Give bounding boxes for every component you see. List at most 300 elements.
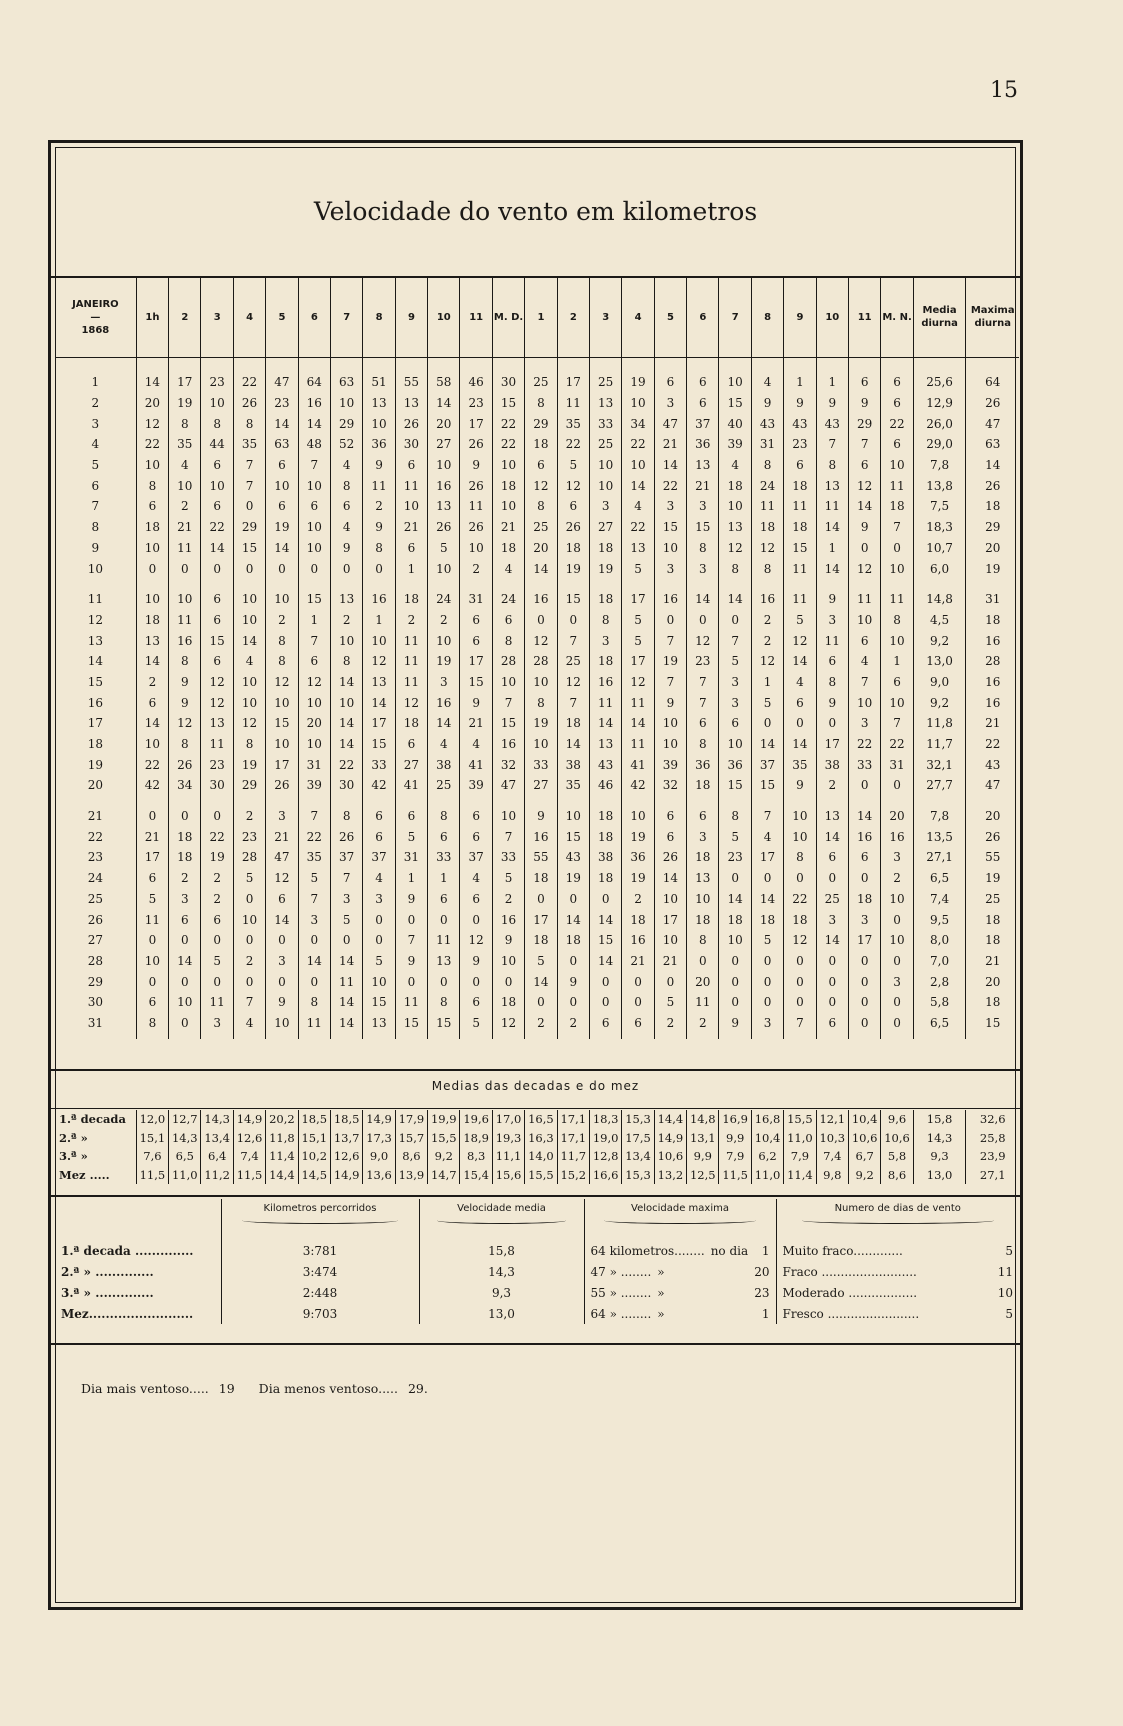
summary-label: 3.ª » ..............: [61, 1285, 154, 1300]
table-cell: 6: [881, 393, 913, 414]
table-cell: 6: [460, 630, 492, 651]
table-cell: 21: [687, 475, 719, 496]
table-cell: 18: [395, 579, 427, 610]
table-cell: 14: [589, 713, 621, 734]
table-cell: 12: [784, 630, 816, 651]
table-cell: 3: [719, 672, 751, 693]
table-cell: 7: [654, 672, 686, 693]
table-cell: 1: [363, 610, 395, 631]
media-value: 13,0: [419, 1303, 584, 1324]
table-cell: 14: [622, 475, 654, 496]
table-cell: 14: [719, 579, 751, 610]
table-cell: 6,5: [913, 868, 966, 889]
year-label: 1868: [81, 324, 110, 336]
table-cell: 0: [589, 889, 621, 910]
table-cell: 0: [751, 971, 783, 992]
table-cell: 3: [589, 630, 621, 651]
table-cell: 4: [848, 651, 880, 672]
table-cell: 36: [719, 754, 751, 775]
day-label: 10: [87, 561, 103, 576]
table-cell: 14: [428, 713, 460, 734]
table-cell: 0: [848, 1013, 880, 1040]
table-cell: 0: [492, 971, 524, 992]
table-cell: 9: [460, 692, 492, 713]
day-label: 15: [87, 674, 103, 689]
table-row: [55, 1013, 1019, 1040]
table-cell: 25: [966, 889, 1019, 910]
table-cell: 35: [169, 434, 201, 455]
table-cell: 1: [298, 610, 330, 631]
table-cell: 14: [557, 734, 589, 755]
average-cell: 9,3: [913, 1147, 966, 1166]
table-cell: 18: [169, 847, 201, 868]
average-cell: 11,4: [266, 1147, 298, 1166]
table-cell: 10: [622, 796, 654, 827]
table-cell: 7: [557, 692, 589, 713]
table-cell: 16: [492, 734, 524, 755]
table-cell: 18: [966, 496, 1019, 517]
table-row: [55, 692, 1019, 713]
average-cell: 8,6: [395, 1147, 427, 1166]
table-cell: 5: [201, 951, 233, 972]
table-cell: 13: [589, 393, 621, 414]
table-cell: 10: [266, 734, 298, 755]
average-cell: 14,9: [330, 1166, 362, 1185]
table-cell: 17: [557, 358, 589, 393]
table-cell: 12: [557, 672, 589, 693]
media-value: 14,3: [419, 1261, 584, 1282]
table-cell: 11: [201, 992, 233, 1013]
table-cell: 18: [557, 713, 589, 734]
table-cell: 16: [428, 475, 460, 496]
table-cell: 10: [233, 909, 265, 930]
table-cell: 10: [719, 734, 751, 755]
average-cell: 13,4: [622, 1147, 654, 1166]
table-cell: 13,8: [913, 475, 966, 496]
table-row: [55, 868, 1019, 889]
table-cell: 11: [428, 930, 460, 951]
average-cell: 12,7: [169, 1110, 201, 1129]
table-cell: 14: [848, 796, 880, 827]
table-cell: 6: [136, 868, 168, 889]
table-cell: 0: [719, 971, 751, 992]
table-cell: 18: [751, 909, 783, 930]
average-row: [55, 1110, 1019, 1129]
table-cell: 0: [460, 909, 492, 930]
table-cell: 9: [395, 889, 427, 910]
table-cell: 5: [622, 558, 654, 579]
table-cell: 63: [266, 434, 298, 455]
table-cell: 10: [881, 889, 913, 910]
table-cell: 0: [266, 971, 298, 992]
table-cell: 37: [751, 754, 783, 775]
table-cell: 10: [622, 393, 654, 414]
table-cell: 26,0: [913, 413, 966, 434]
table-cell: 9: [169, 692, 201, 713]
table-cell: 11: [169, 538, 201, 559]
table-cell: 0: [848, 868, 880, 889]
average-cell: 15,8: [913, 1110, 966, 1129]
table-cell: 13,0: [913, 651, 966, 672]
table-cell: 0: [298, 971, 330, 992]
day-label: 9: [91, 540, 100, 555]
table-cell: 6: [330, 496, 362, 517]
day-label: 23: [87, 850, 103, 865]
table-cell: 18: [557, 538, 589, 559]
table-cell: 16: [525, 826, 557, 847]
table-cell: 24: [751, 475, 783, 496]
table-cell: 14: [330, 672, 362, 693]
table-cell: 18: [589, 796, 621, 827]
table-cell: 18: [589, 868, 621, 889]
table-cell: 6: [848, 630, 880, 651]
table-cell: 16: [751, 579, 783, 610]
table-cell: 6: [201, 455, 233, 476]
table-cell: 9: [816, 692, 848, 713]
hour-header: 11: [460, 277, 492, 358]
table-cell: 19: [589, 558, 621, 579]
table-cell: 28: [525, 651, 557, 672]
table-cell: 8: [330, 651, 362, 672]
table-cell: 22: [622, 517, 654, 538]
table-cell: 8: [330, 475, 362, 496]
table-cell: 2: [330, 610, 362, 631]
table-cell: 8: [136, 1013, 168, 1040]
summary-table: [55, 1199, 1019, 1324]
table-cell: 21: [460, 713, 492, 734]
table-cell: 2: [233, 951, 265, 972]
table-cell: 0: [881, 1013, 913, 1040]
table-cell: 25: [557, 651, 589, 672]
table-cell: 11: [784, 558, 816, 579]
table-cell: 6: [881, 358, 913, 393]
table-cell: 14: [751, 734, 783, 755]
table-cell: 8: [169, 651, 201, 672]
average-cell: 5,8: [881, 1147, 913, 1166]
hour-header: 9: [395, 277, 427, 358]
table-cell: 18: [395, 713, 427, 734]
average-cell: 13,6: [363, 1166, 395, 1185]
table-cell: 5: [751, 930, 783, 951]
table-row: [55, 826, 1019, 847]
average-cell: 8,6: [881, 1166, 913, 1185]
day-label: 19: [87, 757, 103, 772]
table-cell: 6: [460, 992, 492, 1013]
table-cell: 2: [363, 496, 395, 517]
table-cell: 0: [848, 951, 880, 972]
table-cell: 9: [848, 517, 880, 538]
table-cell: 6: [687, 713, 719, 734]
table-cell: 15: [687, 517, 719, 538]
table-cell: 10: [169, 475, 201, 496]
table-cell: 42: [363, 775, 395, 796]
table-cell: 0: [557, 610, 589, 631]
table-cell: 0: [784, 992, 816, 1013]
table-cell: 21: [492, 517, 524, 538]
table-cell: 22: [784, 889, 816, 910]
table-cell: 0: [330, 558, 362, 579]
table-cell: 6: [557, 496, 589, 517]
table-cell: 6: [654, 796, 686, 827]
table-cell: 21: [654, 434, 686, 455]
max-value: 64 » ........: [590, 1306, 652, 1321]
table-cell: 0: [589, 992, 621, 1013]
table-cell: 32,1: [913, 754, 966, 775]
table-cell: 7: [719, 630, 751, 651]
wind-cell: [776, 1303, 1019, 1324]
table-cell: 14: [687, 579, 719, 610]
table-cell: 26: [654, 847, 686, 868]
wind-count: 11: [997, 1264, 1013, 1279]
table-cell: 26: [266, 775, 298, 796]
page-number: 15: [990, 78, 1018, 103]
table-cell: 41: [622, 754, 654, 775]
table-cell: 8: [266, 630, 298, 651]
maxima-diurna-label: Maxima: [970, 305, 1015, 316]
average-cell: 20,2: [266, 1110, 298, 1129]
average-cell: 14,5: [298, 1166, 330, 1185]
table-cell: 27: [395, 754, 427, 775]
table-cell: 6: [784, 455, 816, 476]
table-cell: 8: [687, 734, 719, 755]
table-cell: 8: [428, 796, 460, 827]
table-cell: 5: [525, 951, 557, 972]
table-cell: 10: [266, 692, 298, 713]
table-cell: 11,7: [913, 734, 966, 755]
media-diurna-label: Media: [922, 305, 957, 316]
table-cell: 9: [816, 579, 848, 610]
table-cell: 21: [654, 951, 686, 972]
table-cell: 0: [136, 558, 168, 579]
table-cell: 25,6: [913, 358, 966, 393]
table-cell: 15: [298, 579, 330, 610]
table-cell: 19: [622, 826, 654, 847]
table-cell: 20: [136, 393, 168, 414]
table-cell: 12: [492, 1013, 524, 1040]
table-cell: 20: [881, 796, 913, 827]
table-cell: 6: [266, 455, 298, 476]
table-cell: 29: [233, 775, 265, 796]
table-cell: 2: [201, 889, 233, 910]
table-cell: 5: [622, 610, 654, 631]
table-cell: 24: [428, 579, 460, 610]
table-cell: 0: [816, 951, 848, 972]
table-cell: 18: [687, 847, 719, 868]
table-cell: 18: [848, 889, 880, 910]
table-cell: 0: [298, 930, 330, 951]
table-cell: 10: [266, 579, 298, 610]
average-cell: 11,2: [201, 1166, 233, 1185]
average-cell: 9,9: [687, 1147, 719, 1166]
table-cell: 9: [363, 455, 395, 476]
summary-label: Mez.........................: [61, 1306, 194, 1321]
average-cell: 25,8: [966, 1129, 1019, 1148]
km-value: 9:703: [221, 1303, 419, 1324]
table-cell: 31: [966, 579, 1019, 610]
table-cell: 6: [201, 496, 233, 517]
table-cell: 12: [525, 630, 557, 651]
table-cell: 6: [460, 889, 492, 910]
table-cell: 18: [687, 909, 719, 930]
table-cell: 9: [525, 796, 557, 827]
table-cell: 3: [687, 826, 719, 847]
medias-rule: [51, 1108, 1020, 1109]
table-cell: 47: [492, 775, 524, 796]
average-cell: 17,0: [492, 1110, 524, 1129]
table-cell: 12: [363, 651, 395, 672]
table-cell: 25: [525, 517, 557, 538]
table-cell: 41: [460, 754, 492, 775]
table-cell: 0: [428, 971, 460, 992]
day-label: 4: [91, 437, 100, 452]
table-cell: 0: [395, 909, 427, 930]
table-cell: 15: [557, 826, 589, 847]
table-cell: 10: [298, 734, 330, 755]
table-cell: 35: [298, 847, 330, 868]
table-cell: 2: [201, 868, 233, 889]
table-cell: 6: [298, 496, 330, 517]
table-cell: 40: [719, 413, 751, 434]
table-cell: 0: [848, 538, 880, 559]
table-row: [55, 672, 1019, 693]
table-cell: 5: [557, 455, 589, 476]
average-cell: 15,1: [136, 1129, 168, 1148]
table-cell: 34: [169, 775, 201, 796]
table-cell: 8: [201, 413, 233, 434]
table-cell: 6: [848, 847, 880, 868]
table-cell: 19: [966, 868, 1019, 889]
table-cell: 19: [233, 754, 265, 775]
max-value: 64 kilometros........: [590, 1243, 705, 1258]
average-cell: 15,4: [460, 1166, 492, 1185]
table-cell: 12: [169, 713, 201, 734]
table-cell: 17: [266, 754, 298, 775]
table-cell: 20: [966, 971, 1019, 992]
table-cell: 9: [169, 672, 201, 693]
table-cell: 26: [395, 413, 427, 434]
table-cell: 3: [298, 909, 330, 930]
table-cell: 21: [169, 517, 201, 538]
wind-label: Fresco ........................: [782, 1306, 920, 1321]
table-cell: 11: [687, 992, 719, 1013]
table-cell: 6: [687, 796, 719, 827]
table-cell: 6: [848, 455, 880, 476]
average-cell: 10,6: [654, 1147, 686, 1166]
table-cell: 10: [589, 475, 621, 496]
table-cell: 14: [848, 496, 880, 517]
maxima-diurna-label: diurna: [974, 318, 1011, 329]
table-cell: 0: [784, 713, 816, 734]
day-label: 5: [91, 458, 100, 473]
day-label: 28: [87, 953, 103, 968]
table-cell: 26: [966, 475, 1019, 496]
table-cell: 19: [525, 713, 557, 734]
table-cell: 13: [330, 579, 362, 610]
table-cell: 11: [622, 692, 654, 713]
max-header-label: Velocidade maxima: [631, 1203, 729, 1214]
table-cell: 9,0: [913, 672, 966, 693]
average-cell: 7,4: [816, 1147, 848, 1166]
table-cell: 8: [492, 630, 524, 651]
table-cell: 0: [525, 610, 557, 631]
table-cell: 38: [428, 754, 460, 775]
medias-title: Medias das decadas e do mez: [431, 1079, 640, 1093]
table-cell: 0: [687, 951, 719, 972]
table-cell: 10: [428, 630, 460, 651]
table-cell: 18: [784, 517, 816, 538]
table-cell: 55: [525, 847, 557, 868]
table-cell: 11: [169, 610, 201, 631]
table-cell: 6: [881, 434, 913, 455]
table-cell: 0: [136, 930, 168, 951]
table-cell: 5: [784, 610, 816, 631]
table-row: [55, 610, 1019, 631]
table-cell: 21: [622, 951, 654, 972]
average-cell: 7,9: [719, 1147, 751, 1166]
average-row: [55, 1166, 1019, 1185]
day-label: 11: [87, 592, 103, 607]
table-cell: 6: [719, 713, 751, 734]
average-cell: 11,4: [784, 1166, 816, 1185]
table-cell: 6: [460, 610, 492, 631]
table-cell: 0: [525, 992, 557, 1013]
table-cell: 9: [460, 951, 492, 972]
table-cell: 0: [784, 868, 816, 889]
hour-header: 2: [169, 277, 201, 358]
table-cell: 10: [492, 455, 524, 476]
table-cell: 0: [169, 930, 201, 951]
table-cell: 27: [428, 434, 460, 455]
table-cell: 0: [460, 971, 492, 992]
table-cell: 5: [654, 992, 686, 1013]
wind-count: 5: [1005, 1243, 1013, 1258]
table-cell: 29: [966, 517, 1019, 538]
table-cell: 6: [428, 826, 460, 847]
average-cell: 11,5: [136, 1166, 168, 1185]
table-cell: 37: [460, 847, 492, 868]
table-cell: 17: [751, 847, 783, 868]
table-cell: 4: [622, 496, 654, 517]
table-cell: 12: [687, 630, 719, 651]
decade-label: 2.ª »: [59, 1130, 88, 1145]
table-cell: 7: [557, 630, 589, 651]
table-cell: 17: [169, 358, 201, 393]
table-cell: 4,5: [913, 610, 966, 631]
max-day-value: 1: [761, 1243, 770, 1258]
table-cell: 0: [719, 868, 751, 889]
table-cell: 11,8: [913, 713, 966, 734]
table-cell: 22: [881, 734, 913, 755]
table-cell: 18: [492, 992, 524, 1013]
table-cell: 11: [589, 692, 621, 713]
day-label: 13: [87, 633, 103, 648]
table-cell: 14: [169, 951, 201, 972]
table-cell: 0: [719, 951, 751, 972]
table-cell: 64: [298, 358, 330, 393]
hour-header: 4: [622, 277, 654, 358]
table-cell: 4: [330, 455, 362, 476]
table-cell: 31: [881, 754, 913, 775]
table-cell: 10: [719, 496, 751, 517]
table-cell: 8: [816, 672, 848, 693]
table-cell: 10: [719, 930, 751, 951]
table-cell: 10: [298, 538, 330, 559]
table-cell: 10: [654, 889, 686, 910]
table-cell: 18: [169, 826, 201, 847]
media-header-label: Velocidade media: [457, 1203, 546, 1214]
table-cell: 6: [816, 651, 848, 672]
table-cell: 14: [136, 651, 168, 672]
